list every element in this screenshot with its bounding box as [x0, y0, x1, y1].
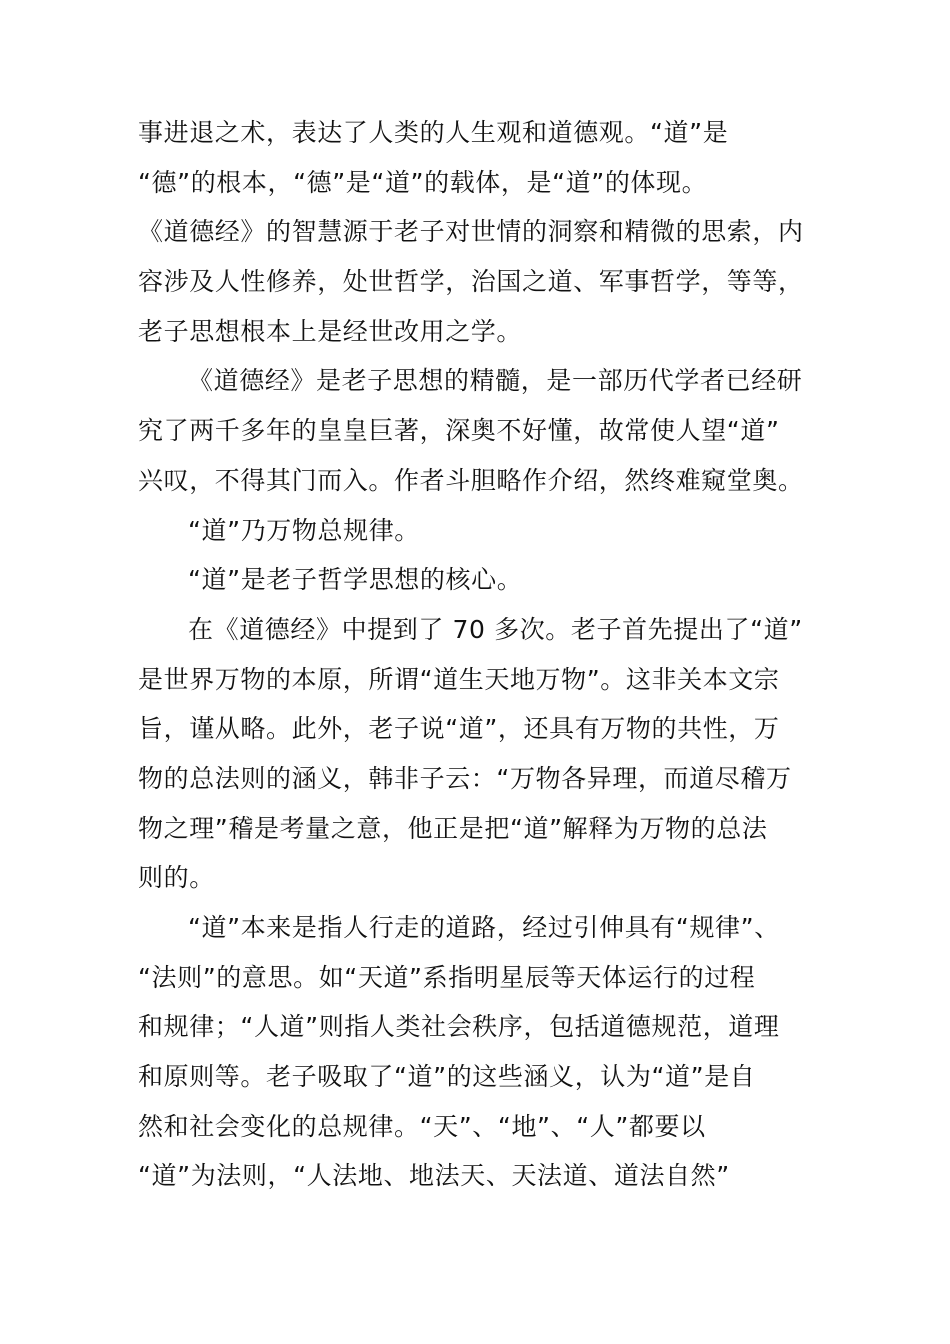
text-line: 老子思想根本上是经世改用之学。 [138, 316, 523, 346]
text-line: 究了两千多年的皇皇巨著，深奥不好懂，故常使人望“道” [138, 416, 780, 446]
text-line: 容涉及人性修养，处世哲学，治国之道、军事哲学，等等， [138, 267, 804, 297]
text-line: 物的总法则的涵义，韩非子云：“万物各异理，而道尽稽万 [138, 763, 792, 793]
text-line: 然和社会变化的总规律。“天”、“地”、“人”都要以 [138, 1111, 706, 1141]
text-line: “法则”的意思。如“天道”系指明星辰等天体运行的过程 [138, 962, 756, 992]
text-line: “德”的根本，“德”是“道”的载体，是“道”的体现。 [138, 167, 708, 197]
text-line: “道”为法则，“人法地、地法天、天法道、道法自然” [138, 1161, 730, 1191]
paragraph-start-line: “道”本来是指人行走的道路，经过引伸具有“规律”、 [188, 913, 780, 942]
text-line: 旨，谨从略。此外，老子说“道”，还具有万物的共性，万 [138, 714, 780, 744]
text-line: 《道德经》的智慧源于老子对世情的洞察和精微的思索，内 [138, 217, 804, 247]
document-body [138, 108, 818, 1201]
text-line: 和规律；“人道”则指人类社会秩序，包括道德规范，道理 [138, 1012, 780, 1042]
paragraph-start-line: “道”乃万物总规律。 [188, 515, 420, 545]
paragraph-start-line: “道”是老子哲学思想的核心。 [188, 565, 523, 595]
text-line: 则的。 [138, 863, 215, 893]
text-line: 事进退之术，表达了人类的人生观和道德观。“道”是 [138, 118, 729, 147]
text-line: 物之理”稽是考量之意，他正是把“道”解释为万物的总法 [138, 813, 768, 843]
paragraph-start-line: 在《道德经》中提到了 70 多次。老子首先提出了“道” [188, 614, 803, 644]
text-line: 和原则等。老子吸取了“道”的这些涵义，认为“道”是自 [138, 1062, 756, 1092]
paragraph-start-line: 《道德经》是老子思想的精髓，是一部历代学者已经研 [188, 366, 803, 396]
text-line: 是世界万物的本原，所谓“道生天地万物”。这非关本文宗 [138, 664, 780, 694]
text-line: 兴叹，不得其门而入。作者斗胆略作介绍，然终难窥堂奥。 [138, 465, 804, 495]
